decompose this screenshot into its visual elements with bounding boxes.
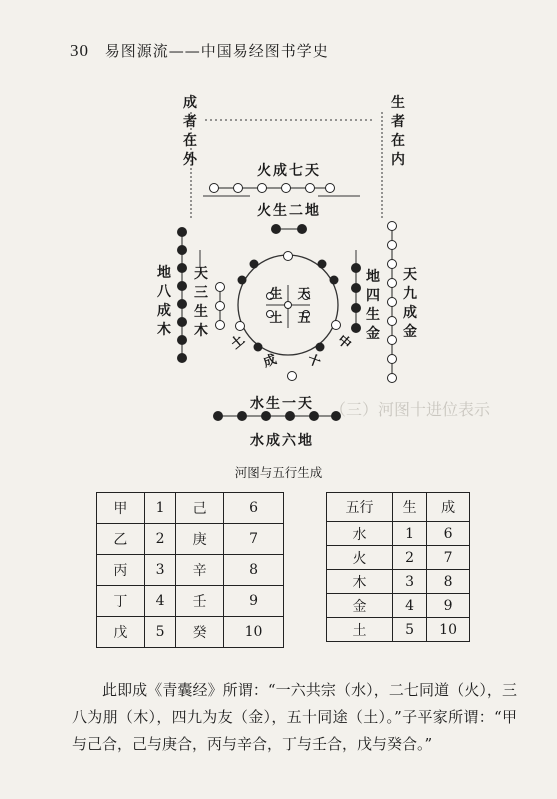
label-right-outer: 天九成金 bbox=[403, 267, 417, 340]
table-cell: 土 bbox=[327, 618, 393, 642]
table-cell: 2 bbox=[144, 524, 176, 555]
center-wu: 五 bbox=[297, 311, 311, 326]
center-tu: 土 bbox=[269, 311, 283, 326]
bottom-white-dot bbox=[288, 372, 297, 381]
table-row bbox=[97, 555, 284, 586]
table-row bbox=[327, 522, 470, 546]
table-cell: 5 bbox=[393, 618, 427, 642]
left-white-chain bbox=[216, 283, 225, 330]
five-elements-table bbox=[326, 492, 470, 642]
ring-dots bbox=[236, 252, 341, 352]
table-row bbox=[327, 570, 470, 594]
ring-char-br: 十 bbox=[305, 352, 323, 371]
ring-char-right: 中 bbox=[334, 332, 354, 353]
table-header-row bbox=[327, 493, 470, 522]
table-cell: 4 bbox=[144, 586, 176, 617]
label-bottom-outer: 水成六地 bbox=[250, 433, 314, 449]
ring-char-bl: 成 bbox=[261, 352, 279, 371]
label-bottom-inner: 水生一天 bbox=[250, 396, 314, 412]
table-cell: 7 bbox=[224, 524, 284, 555]
top-black-pair bbox=[271, 224, 307, 234]
table-row bbox=[327, 546, 470, 570]
ring-char-left: 土 bbox=[228, 332, 248, 353]
table-cell: 1 bbox=[393, 522, 427, 546]
table-cell: 10 bbox=[224, 617, 284, 648]
table-header-cell: 成 bbox=[427, 493, 470, 522]
table-cell: 10 bbox=[427, 618, 470, 642]
label-top-outer: 火成七天 bbox=[257, 163, 321, 179]
table-cell: 癸 bbox=[176, 617, 224, 648]
body-paragraph: 此即成《青囊经》所谓：“一六共宗（水），二七同道（火），三八为朋（木），四九为友（金），五十同途（土）。”子平家所谓：“甲与己合，己与庚合，丙与辛合，丁与壬合，戊与癸合。” bbox=[72, 681, 517, 753]
center-tian: 天 bbox=[297, 287, 311, 302]
label-left-inner: 天三生木 bbox=[194, 266, 208, 339]
left-black-chain bbox=[177, 227, 187, 363]
table-cell: 木 bbox=[327, 570, 393, 594]
table-cell: 3 bbox=[144, 555, 176, 586]
table-cell: 9 bbox=[224, 586, 284, 617]
table-cell: 火 bbox=[327, 546, 393, 570]
table-header-cell: 五行 bbox=[327, 493, 393, 522]
table-cell: 戊 bbox=[97, 617, 145, 648]
center-sheng: 生 bbox=[269, 287, 283, 302]
table-cell: 1 bbox=[144, 493, 176, 524]
table-cell: 壬 bbox=[176, 586, 224, 617]
table-cell: 6 bbox=[224, 493, 284, 524]
label-right-inner: 地四生金 bbox=[366, 269, 380, 342]
label-outer-completion: 成者在外 bbox=[183, 95, 197, 168]
table-cell: 4 bbox=[393, 594, 427, 618]
table-cell: 金 bbox=[327, 594, 393, 618]
table-row bbox=[97, 586, 284, 617]
table-cell: 辛 bbox=[176, 555, 224, 586]
right-black-chain bbox=[351, 263, 361, 333]
page-number: 30 bbox=[70, 41, 89, 60]
table-cell: 6 bbox=[427, 522, 470, 546]
figure-caption: 河图与五行生成 bbox=[234, 465, 323, 480]
table-cell: 5 bbox=[144, 617, 176, 648]
table-cell: 甲 bbox=[97, 493, 145, 524]
table-cell: 8 bbox=[224, 555, 284, 586]
stems-number-table bbox=[96, 492, 284, 648]
table-header-cell: 生 bbox=[393, 493, 427, 522]
table-row bbox=[97, 493, 284, 524]
right-white-chain bbox=[388, 222, 397, 383]
table-cell: 8 bbox=[427, 570, 470, 594]
table-row bbox=[97, 524, 284, 555]
top-white-chain bbox=[210, 184, 335, 193]
label-left-outer: 地八成木 bbox=[157, 265, 171, 338]
table-cell: 2 bbox=[393, 546, 427, 570]
table-cell: 庚 bbox=[176, 524, 224, 555]
book-title: 易图源流——中国易经图书学史 bbox=[104, 42, 329, 60]
table-cell: 己 bbox=[176, 493, 224, 524]
ghost-section-heading: （三）河图十进位表示 bbox=[330, 400, 491, 419]
label-inner-generation: 生者在内 bbox=[391, 95, 405, 168]
table-cell: 7 bbox=[427, 546, 470, 570]
label-top-inner: 火生二地 bbox=[257, 203, 321, 219]
table-row bbox=[327, 594, 470, 618]
table-row bbox=[97, 617, 284, 648]
table-cell: 9 bbox=[427, 594, 470, 618]
table-cell: 3 bbox=[393, 570, 427, 594]
table-row bbox=[327, 618, 470, 642]
table-cell: 丙 bbox=[97, 555, 145, 586]
table-cell: 水 bbox=[327, 522, 393, 546]
table-cell: 乙 bbox=[97, 524, 145, 555]
table-cell: 丁 bbox=[97, 586, 145, 617]
